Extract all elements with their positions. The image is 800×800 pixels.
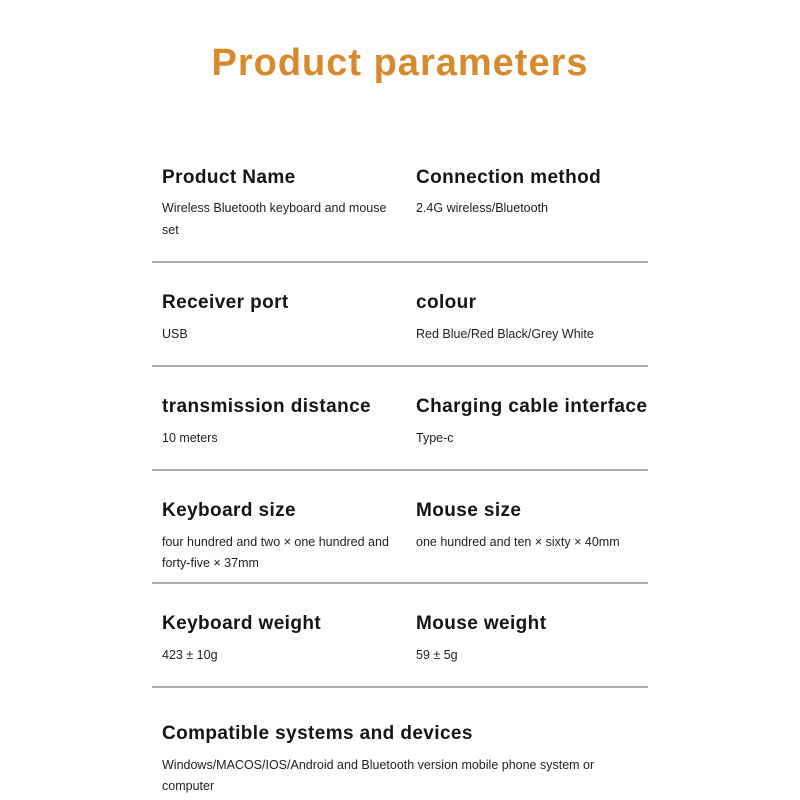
spec-value-product-name: Wireless Bluetooth keyboard and mouse set xyxy=(162,201,387,237)
spec-row-name-connection xyxy=(152,166,648,263)
spec-value-connection-method: 2.4G wireless/Bluetooth xyxy=(416,201,549,216)
spec-value-compatible-systems: Windows/MACOS/IOS/Android and Bluetooth version mobile phone system or computer xyxy=(162,757,595,794)
spec-value-mouse-weight: 59 ± 5g xyxy=(416,647,458,662)
spec-cell-mouse-weight xyxy=(406,612,648,666)
spec-label-connection-method: Connection method xyxy=(416,166,602,188)
spec-cell-keyboard-weight xyxy=(152,612,394,666)
spec-value-receiver-port: USB xyxy=(162,326,188,341)
spec-value-charging-cable-interface: Type-c xyxy=(416,430,454,445)
spec-value-transmission-distance: 10 meters xyxy=(162,430,218,445)
spec-cell-transmission-distance xyxy=(152,395,394,449)
spec-row-weights xyxy=(152,584,648,688)
spec-label-keyboard-weight: Keyboard weight xyxy=(162,613,322,635)
spec-value-colour: Red Blue/Red Black/Grey White xyxy=(416,326,594,341)
spec-label-receiver-port: Receiver port xyxy=(162,291,289,313)
spec-label-product-name: Product Name xyxy=(162,166,296,188)
spec-row-compatible-systems xyxy=(152,688,648,800)
spec-cell-colour xyxy=(406,291,648,345)
spec-row-sizes xyxy=(152,471,648,584)
spec-cell-keyboard-size xyxy=(152,499,394,574)
spec-label-colour: colour xyxy=(416,291,477,313)
spec-table xyxy=(152,166,648,800)
spec-label-mouse-weight: Mouse weight xyxy=(416,613,547,635)
spec-row-distance-charging xyxy=(152,367,648,471)
spec-value-keyboard-size: four hundred and two × one hundred and forty-five × 37mm xyxy=(162,534,389,570)
spec-cell-compatible-systems xyxy=(152,722,648,797)
spec-label-transmission-distance: transmission distance xyxy=(162,395,372,417)
spec-value-keyboard-weight: 423 ± 10g xyxy=(162,647,218,662)
spec-cell-connection-method xyxy=(406,166,648,241)
spec-label-keyboard-size: Keyboard size xyxy=(162,499,297,521)
spec-cell-receiver-port xyxy=(152,291,394,345)
spec-label-mouse-size: Mouse size xyxy=(416,499,522,521)
spec-label-compatible-systems: Compatible systems and devices xyxy=(162,723,473,745)
spec-cell-mouse-size xyxy=(406,499,648,574)
spec-cell-product-name xyxy=(152,166,394,241)
spec-label-charging-cable-interface: Charging cable interface xyxy=(416,395,648,417)
spec-row-receiver-colour xyxy=(152,263,648,367)
spec-cell-charging-cable-interface xyxy=(406,395,648,449)
page-title: Product parameters xyxy=(211,42,589,84)
spec-value-mouse-size: one hundred and ten × sixty × 40mm xyxy=(416,534,620,549)
